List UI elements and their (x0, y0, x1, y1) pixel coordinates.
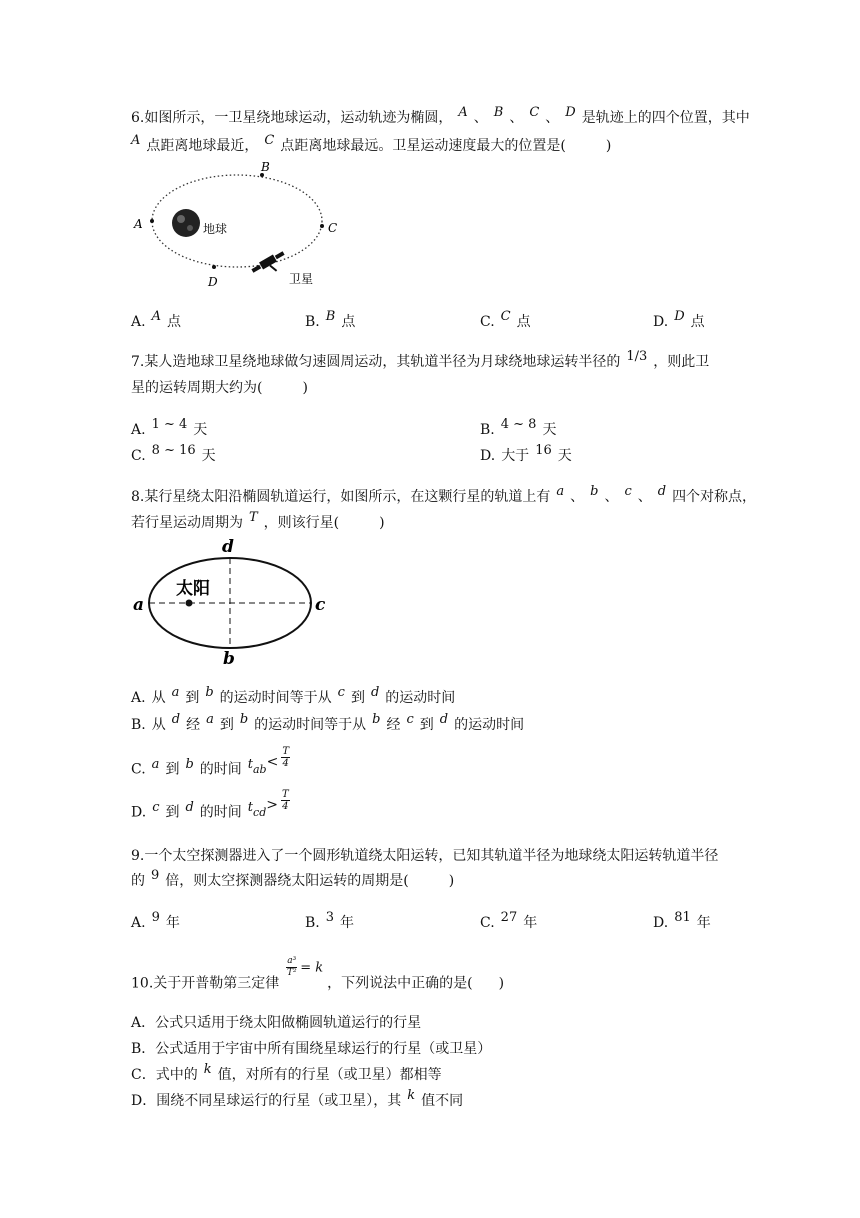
q6-line2 (131, 133, 612, 157)
q7-option-b[interactable] (480, 417, 557, 441)
option-label: B. (305, 314, 320, 330)
sun-label: 太阳 (176, 579, 210, 599)
option-value: 9 (151, 910, 160, 925)
var-b: b (590, 484, 599, 499)
satellite-icon (250, 250, 289, 282)
q9-option-d[interactable] (653, 910, 711, 934)
q6-option-c[interactable] (480, 309, 531, 333)
sep: 、 (570, 489, 585, 505)
var-b: b (239, 712, 249, 727)
q8-line1 (131, 484, 757, 508)
var-a: a (556, 484, 565, 499)
q10-option-b[interactable] (131, 1039, 491, 1059)
var-a: a (171, 685, 180, 700)
q8-option-b[interactable] (131, 712, 525, 736)
option-value: 4 ~ 8 (500, 417, 537, 432)
q8-option-d[interactable] (131, 789, 293, 827)
option-label: B. (305, 915, 320, 931)
q10-option-c[interactable] (131, 1062, 442, 1086)
fraction-one-third: 1/3 (626, 349, 648, 364)
point-D (212, 265, 216, 269)
var-a: a (151, 756, 160, 772)
var-d: d (171, 712, 181, 727)
planet-orbit-figure (130, 536, 340, 668)
var-t: t (247, 756, 253, 772)
option-label: D. (653, 915, 669, 931)
label-C: C (328, 221, 338, 235)
sep: 、 (473, 110, 488, 126)
option-label: D. (131, 804, 147, 821)
option-text: 的时间 (199, 804, 242, 821)
label-B: B (261, 160, 270, 174)
option-text: 年 (340, 915, 355, 931)
q6-option-d[interactable] (653, 309, 705, 333)
q10-text: ，下列说法中正确的是( (327, 975, 473, 992)
option-text: C．式中的 (131, 1067, 198, 1083)
numerator: a³ (287, 956, 297, 966)
var-a: a (206, 712, 214, 727)
option-value: 8 ~ 16 (151, 443, 196, 458)
var-b: b (372, 712, 381, 727)
option-text: 点 (341, 314, 356, 330)
sep: 、 (604, 489, 619, 505)
q9-text: 的 (131, 873, 145, 889)
option-text: 的运动时间等于从 (219, 690, 332, 706)
formula-fraction (286, 956, 297, 979)
satellite-orbit-figure (128, 160, 358, 290)
q6-text: 点距离地球最近， (146, 138, 259, 154)
q6-option-b[interactable] (305, 309, 356, 333)
q7-text: 7.某人造地球卫星绕地球做匀速圆周运动，其轨道半径为月球绕地球运转半径的 (131, 354, 621, 370)
var-b: b (185, 756, 194, 772)
label-D: D (208, 275, 218, 289)
var-t: t (247, 799, 254, 815)
var-A: A (131, 133, 141, 148)
option-value: 81 (674, 910, 691, 925)
var-d: d (370, 685, 380, 700)
var-D: D (565, 105, 576, 120)
var-k: k (407, 1088, 416, 1103)
q8-text: 若行星运动周期为 (131, 515, 243, 531)
var-A: A (151, 309, 161, 324)
q8-option-a[interactable] (131, 685, 456, 709)
option-text: 天 (193, 422, 208, 438)
subscript-cd: cd (253, 806, 267, 820)
option-label: C. (480, 314, 495, 330)
q6-text: 是轨迹上的四个位置，其中 (581, 110, 750, 126)
q10-option-a[interactable] (131, 1013, 421, 1033)
q9-text: 9.一个太空探测器进入了一个圆形轨道绕太阳运转，已知其轨道半径为地球绕太阳运转轨道半径 (131, 848, 719, 864)
option-text: 从 (151, 717, 166, 733)
q6-option-a[interactable] (131, 309, 181, 333)
kepler-formula (283, 956, 323, 979)
q9-line2 (131, 868, 455, 892)
q6-line1 (131, 105, 750, 129)
option-text: 的运动时间 (454, 717, 525, 733)
q8-option-c[interactable] (131, 746, 293, 784)
point-A (150, 219, 154, 223)
sun-icon (186, 600, 193, 607)
option-text: 的运动时间 (385, 690, 456, 706)
var-k: k (203, 1062, 212, 1077)
q8-text: ，则该行星( (263, 515, 340, 531)
q7-text: ，则此卫 (653, 354, 710, 370)
var-b: b (205, 685, 214, 700)
q10-option-d[interactable] (131, 1088, 464, 1112)
option-label: A. (131, 314, 146, 330)
var-B: B (325, 309, 336, 324)
var-B: B (493, 105, 504, 120)
option-label: A. (131, 690, 146, 706)
option-text: 到 (165, 804, 180, 821)
point-C (320, 224, 324, 228)
q9-line1 (131, 846, 718, 866)
q6-text: 6.如图所示，一卫星绕地球运动，运动轨迹为椭圆， (131, 110, 453, 126)
satellite-label: 卫星 (289, 272, 314, 286)
label-b: b (223, 649, 235, 668)
option-text: 到 (165, 761, 180, 778)
var-C: C (500, 309, 511, 324)
option-label: C. (480, 915, 495, 931)
option-text: A．公式只适用于绕太阳做椭圆轨道运行的行星 (131, 1015, 422, 1031)
option-label: C. (131, 761, 146, 778)
q6-text: 点距离地球最远。卫星运动速度最大的位置是( (280, 138, 566, 154)
option-text: 大于 (501, 448, 530, 464)
q7-line1 (131, 349, 710, 373)
option-text: 年 (523, 915, 538, 931)
var-c: c (624, 484, 632, 499)
numerator: T (281, 789, 289, 800)
denominator: T² (286, 968, 297, 978)
option-text: 值不同 (421, 1093, 464, 1109)
var-d: d (439, 712, 449, 727)
numerator: T (282, 746, 290, 757)
option-text: 的运动时间等于从 (254, 717, 367, 733)
sep: 、 (545, 110, 560, 126)
option-value: 27 (500, 910, 518, 925)
relation: < (266, 753, 279, 770)
option-text: 经 (386, 717, 401, 733)
formula-rhs: = k (300, 960, 324, 976)
option-text: 从 (151, 690, 166, 706)
paren-close: ) (379, 515, 385, 531)
paren-close: ) (302, 380, 308, 396)
option-text: 天 (542, 422, 557, 438)
option-label: D. (653, 314, 669, 330)
label-A: A (134, 217, 143, 231)
option-text: 天 (557, 448, 572, 464)
relation: > (266, 796, 278, 813)
option-text: 年 (165, 915, 180, 931)
option-label: B. (131, 717, 146, 733)
option-text: 到 (185, 690, 200, 706)
denominator: 4 (282, 801, 289, 812)
denominator: 4 (282, 758, 289, 769)
q7-option-c[interactable] (131, 443, 216, 467)
option-text: 到 (419, 717, 434, 733)
q8-text: 8.某行星绕太阳沿椭圆轨道运行，如图所示，在这颗行星的轨道上有 (131, 489, 551, 505)
option-text: 到 (219, 717, 234, 733)
subscript-ab: ab (253, 763, 267, 777)
option-label: D. (480, 448, 496, 464)
paren-close: ) (448, 873, 455, 889)
option-label: A. (131, 915, 146, 931)
q9-option-a[interactable] (131, 910, 180, 934)
option-value: 3 (325, 910, 335, 925)
var-C: C (264, 133, 275, 148)
q7-line2 (131, 378, 308, 398)
q8-text: 四个对称点， (672, 489, 757, 505)
var-c: c (152, 799, 160, 815)
label-a: a (133, 595, 145, 615)
number-9: 9 (151, 868, 160, 883)
var-c: c (406, 712, 414, 727)
var-c: c (337, 685, 345, 700)
option-text: 点 (516, 314, 531, 330)
sep: 、 (509, 110, 524, 126)
option-text: 点 (166, 314, 181, 330)
q9-option-c[interactable] (480, 910, 538, 934)
q9-option-b[interactable] (305, 910, 355, 934)
var-d: d (657, 484, 667, 499)
q10-line1 (131, 956, 505, 995)
q7-text: 星的运转周期大约为( (131, 380, 263, 396)
option-text: B．公式适用于宇宙中所有围绕星球运行的行星（或卫星） (131, 1041, 492, 1057)
option-text: 经 (186, 717, 201, 733)
sep: 、 (637, 489, 652, 505)
q7-option-d[interactable] (480, 443, 572, 467)
option-text: 年 (696, 915, 711, 931)
paren-close: ) (605, 138, 612, 154)
q7-option-a[interactable] (131, 417, 208, 441)
earth-icon (172, 209, 200, 237)
option-value: 16 (535, 443, 552, 458)
fraction-T-4 (281, 789, 290, 812)
option-label: B. (480, 422, 495, 438)
var-d: d (185, 799, 194, 815)
option-label: C. (131, 448, 146, 464)
label-d: d (222, 537, 234, 557)
q9-text: 倍，则太空探测器绕太阳运转的周期是( (165, 873, 409, 889)
q8-line2 (131, 510, 385, 534)
var-C: C (529, 105, 540, 120)
option-text: 到 (350, 690, 365, 706)
fraction-T-4 (281, 746, 290, 769)
var-T: T (249, 510, 258, 525)
var-D: D (674, 309, 685, 324)
option-text: 点 (690, 314, 705, 330)
option-value: 1 ~ 4 (151, 417, 188, 432)
option-text: D．围绕不同星球运行的行星（或卫星），其 (131, 1093, 402, 1109)
q10-text: 10.关于开普勒第三定律 (131, 975, 280, 992)
option-label: A. (131, 422, 146, 438)
earth-label: 地球 (203, 222, 228, 236)
label-c: c (315, 595, 326, 615)
option-text: 天 (201, 448, 216, 464)
option-text: 的时间 (199, 761, 242, 778)
paren-close: ) (498, 975, 505, 992)
var-A: A (458, 105, 468, 120)
option-text: 值，对所有的行星（或卫星）都相等 (217, 1067, 442, 1083)
